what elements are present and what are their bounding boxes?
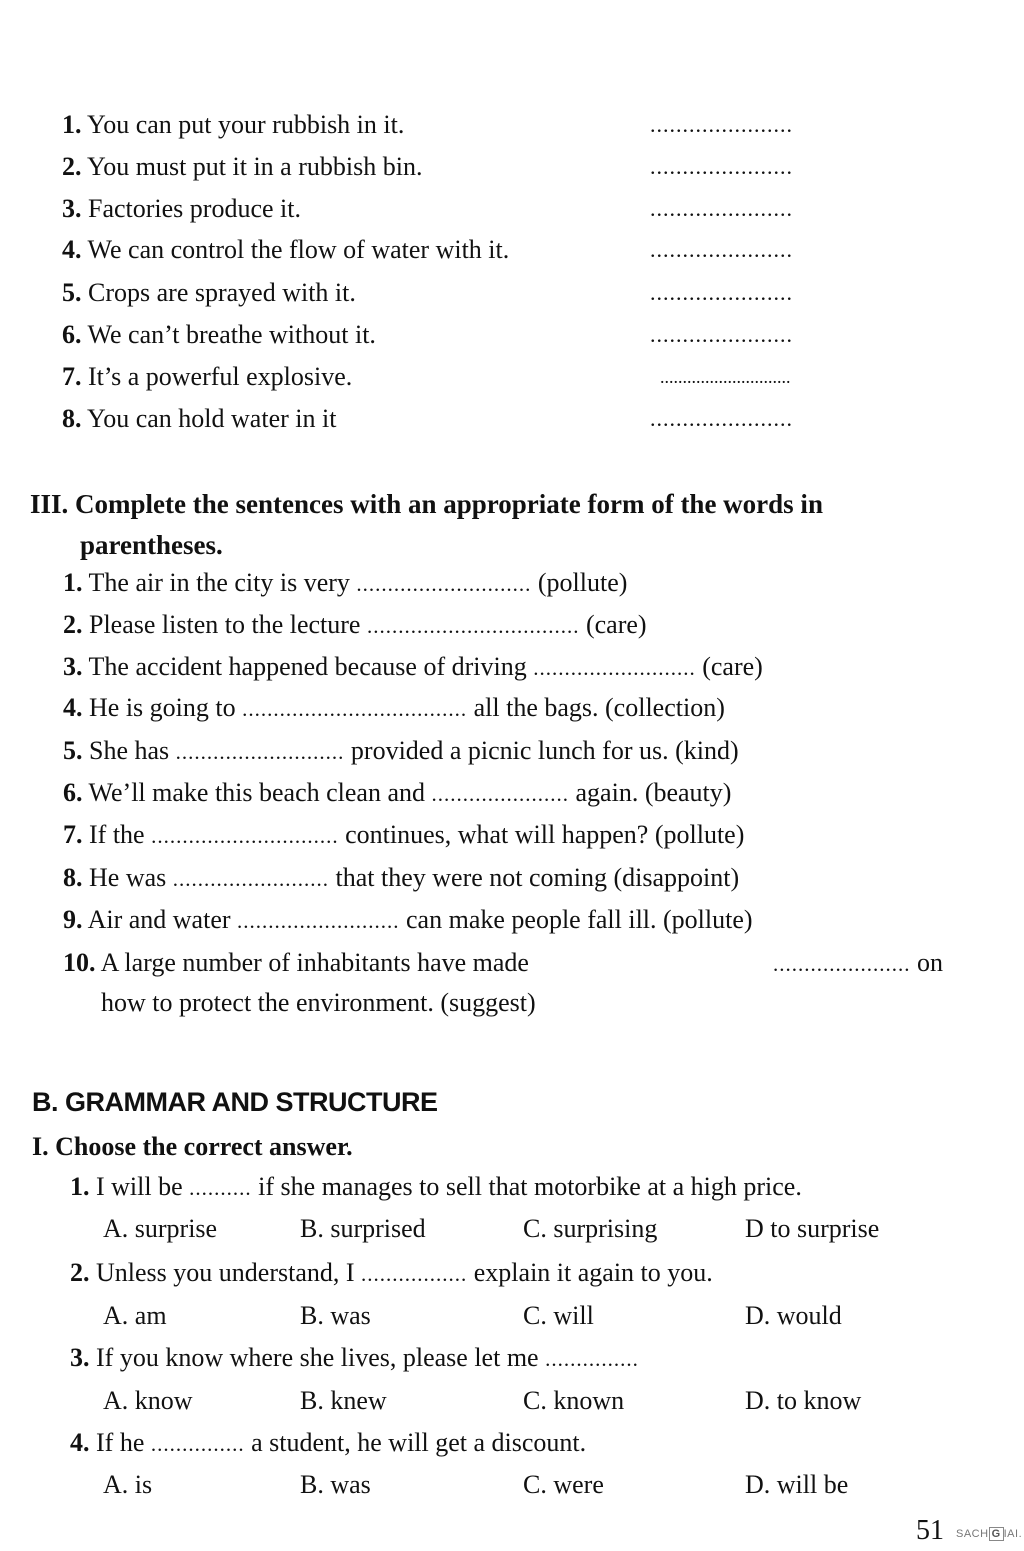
option-c[interactable]: C. were bbox=[523, 1470, 604, 1499]
answer-blank[interactable]: ................. bbox=[361, 1262, 468, 1286]
option-a[interactable]: A. know bbox=[103, 1386, 193, 1415]
list-item: 5. Crops are sprayed with it. bbox=[62, 278, 356, 307]
page-number: 51 bbox=[916, 1515, 944, 1546]
section-heading: III. Complete the sentences with an appropriate form of the words in bbox=[30, 489, 823, 519]
answer-blank[interactable]: .............................. bbox=[151, 824, 339, 848]
answer-blank[interactable]: ............... bbox=[150, 1432, 245, 1456]
list-item: 2. Please listen to the lecture .................................. (care) bbox=[63, 610, 647, 639]
question: 4. If he ............... a student, he will get a discount. bbox=[70, 1428, 587, 1457]
section-b-heading: B. GRAMMAR AND STRUCTURE bbox=[32, 1087, 438, 1117]
question: 1. I will be .......... if she manages to sell that motorbike at a high price. bbox=[70, 1172, 802, 1201]
option-c[interactable]: C. known bbox=[523, 1386, 625, 1415]
answer-blank[interactable]: .......................... bbox=[237, 909, 400, 933]
answer-blank[interactable]: ............... bbox=[545, 1347, 639, 1371]
answer-blank[interactable]: ...................... bbox=[650, 237, 793, 262]
list-item: 8. You can hold water in it bbox=[62, 404, 337, 433]
answer-blank[interactable]: ......................... bbox=[172, 867, 330, 891]
option-b[interactable]: B. was bbox=[300, 1470, 371, 1499]
list-item-cont: how to protect the environment. (suggest) bbox=[101, 988, 536, 1017]
list-item: 3. The accident happened because of driving .......................... (care) bbox=[63, 652, 763, 681]
option-a[interactable]: A. surprise bbox=[103, 1214, 218, 1243]
list-item: 3. Factories produce it. bbox=[62, 194, 301, 223]
list-item: 10. A large number of inhabitants have made ...................... on bbox=[63, 948, 943, 977]
list-item: 2. You must put it in a rubbish bin. bbox=[62, 152, 423, 181]
answer-blank[interactable]: .......... bbox=[189, 1176, 252, 1200]
question: 3. If you know where she lives, please let me ............... bbox=[70, 1343, 639, 1372]
list-item: 4. We can control the flow of water with it. bbox=[62, 235, 510, 264]
option-c[interactable]: C. surprising bbox=[523, 1214, 658, 1243]
list-item: 8. He was ......................... that they were not coming (disappoint) bbox=[63, 863, 740, 892]
option-a[interactable]: A. is bbox=[103, 1470, 153, 1499]
list-item: 6. We’ll make this beach clean and ...................... again. (beauty) bbox=[63, 778, 732, 807]
answer-blank[interactable]: ............................ bbox=[356, 572, 532, 596]
answer-blank[interactable]: ...................... bbox=[650, 406, 793, 431]
list-item: 1. You can put your rubbish in it. bbox=[62, 110, 405, 139]
section-heading-cont: parentheses. bbox=[80, 530, 223, 560]
option-b[interactable]: B. knew bbox=[300, 1386, 387, 1415]
answer-blank[interactable]: ...................... bbox=[650, 322, 793, 347]
watermark-logo: SACH G IAI. bbox=[956, 1528, 1023, 1540]
answer-blank[interactable]: ...................... bbox=[650, 280, 793, 305]
option-d[interactable]: D. would bbox=[745, 1301, 842, 1330]
answer-blank[interactable]: ...................... bbox=[650, 112, 793, 137]
option-d[interactable]: D to surprise bbox=[745, 1214, 880, 1243]
option-d[interactable]: D. to know bbox=[745, 1386, 862, 1415]
answer-blank[interactable]: .................................... bbox=[242, 697, 468, 721]
answer-blank[interactable]: .......................... bbox=[533, 656, 696, 680]
option-c[interactable]: C. will bbox=[523, 1301, 594, 1330]
list-item: 7. If the .............................. continues, what will happen? (pollute) bbox=[63, 820, 745, 849]
option-b[interactable]: B. surprised bbox=[300, 1214, 426, 1243]
list-item: 4. He is going to .................................... all the bags. (collection) bbox=[63, 693, 725, 722]
section-b-subheading: I. Choose the correct answer. bbox=[32, 1132, 353, 1161]
list-item: 6. We can’t breathe without it. bbox=[62, 320, 376, 349]
answer-blank[interactable]: ...................... bbox=[650, 196, 793, 221]
answer-blank[interactable]: ............................. bbox=[660, 367, 791, 387]
option-a[interactable]: A. am bbox=[103, 1301, 167, 1330]
list-item: 7. It’s a powerful explosive. bbox=[62, 362, 353, 391]
list-item: 9. Air and water .......................... can make people fall ill. (pollute) bbox=[63, 905, 753, 934]
question: 2. Unless you understand, I ................. explain it again to you. bbox=[70, 1258, 713, 1287]
option-d[interactable]: D. will be bbox=[745, 1470, 849, 1499]
list-item: 1. The air in the city is very ............................ (pollute) bbox=[63, 568, 628, 597]
answer-blank[interactable]: .................................. bbox=[366, 614, 580, 638]
option-b[interactable]: B. was bbox=[300, 1301, 371, 1330]
answer-blank[interactable]: ...................... bbox=[773, 952, 911, 976]
list-item: 5. She has ........................... provided a picnic lunch for us. (kind) bbox=[63, 736, 739, 765]
answer-blank[interactable]: ...................... bbox=[650, 154, 793, 179]
answer-blank[interactable]: ........................... bbox=[175, 740, 345, 764]
answer-blank[interactable]: ...................... bbox=[431, 782, 570, 806]
